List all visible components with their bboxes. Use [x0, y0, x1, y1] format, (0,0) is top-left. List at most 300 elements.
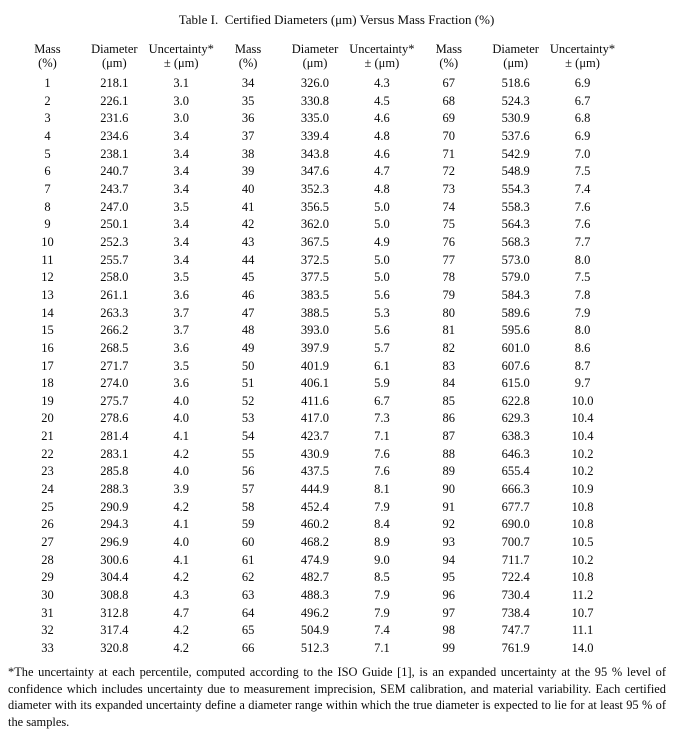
uncertainty-cell: 7.4: [574, 181, 591, 196]
column-header-line2: (μm): [503, 56, 529, 70]
uncertainty-cell: 7.5: [574, 270, 591, 285]
mass-cell: 24: [41, 482, 54, 497]
mass-cell: 72: [442, 164, 456, 179]
mass-cell: 80: [442, 305, 456, 320]
mass-cell: 59: [241, 517, 255, 532]
mass-cell: 42: [241, 217, 255, 232]
uncertainty-cell: 7.9: [574, 305, 591, 320]
uncertainty-cell: 4.2: [173, 570, 190, 585]
diameter-cell: 558.3: [501, 199, 530, 214]
mass-cell: 92: [442, 517, 456, 532]
diameter-cell: 274.0: [100, 376, 129, 391]
diameter-cell: 243.7: [100, 181, 129, 196]
diameter-cell: 268.5: [100, 340, 129, 355]
column-header-mass: [415, 42, 482, 70]
mass-cell: 35: [241, 93, 255, 108]
diameter-cell: 343.8: [300, 146, 330, 161]
uncertainty-cell: 8.9: [374, 535, 390, 550]
mass-cell: 69: [442, 111, 456, 126]
uncertainty-cell: 7.7: [574, 234, 591, 249]
uncertainty-cell: 3.5: [173, 358, 190, 373]
uncertainty-cell: 4.2: [173, 623, 190, 638]
diameter-cell: 411.6: [301, 393, 329, 408]
column-header-uncertainty: [549, 42, 616, 70]
column-header-line2: (μm): [302, 56, 328, 70]
column-header-mass: [215, 42, 282, 70]
uncertainty-cell: 4.5: [374, 93, 390, 108]
diameter-cell: 312.8: [100, 605, 129, 620]
mass-cell: 34: [241, 76, 255, 90]
mass-cell: 79: [442, 287, 456, 302]
mass-cell: 12: [41, 270, 54, 285]
diameter-cell: 285.8: [100, 464, 129, 479]
uncertainty-cell: 3.4: [173, 252, 190, 267]
mass-cell: 27: [41, 535, 54, 550]
diameter-cell: 339.4: [300, 128, 330, 143]
mass-cell: 40: [241, 181, 255, 196]
mass-cell: 67: [442, 76, 456, 90]
uncertainty-cell: 4.3: [173, 588, 190, 603]
column-header-diameter: [81, 42, 148, 70]
diameter-cell: 393.0: [300, 323, 330, 338]
uncertainty-cell: 6.9: [574, 76, 591, 90]
mass-cell: 6: [44, 164, 51, 179]
mass-cell: 41: [241, 199, 255, 214]
mass-cell: 30: [41, 588, 54, 603]
uncertainty-cell: 3.7: [173, 305, 190, 320]
uncertainty-cell: 7.0: [574, 146, 591, 161]
mass-cell: 51: [241, 376, 255, 391]
diameter-cell: 255.7: [100, 252, 129, 267]
uncertainty-cell: 8.0: [574, 252, 591, 267]
mass-cell: 54: [241, 429, 255, 444]
diameter-cell: 231.6: [100, 111, 129, 126]
column-header-line2: (μm): [101, 56, 127, 70]
diameter-cell: 352.3: [300, 181, 330, 196]
diameter-cell: 738.4: [501, 605, 530, 620]
diameter-cell: 326.0: [300, 76, 330, 90]
mass-cell: 81: [442, 323, 456, 338]
uncertainty-cell: 10.8: [571, 517, 594, 532]
mass-cell: 23: [41, 464, 54, 479]
uncertainty-cell: 5.0: [374, 252, 390, 267]
diameter-cell: 690.0: [501, 517, 530, 532]
uncertainty-cell: 8.1: [374, 482, 390, 497]
diameter-cell: 417.0: [300, 411, 330, 426]
uncertainty-cell: 10.8: [571, 570, 594, 585]
uncertainty-cell: 3.0: [173, 111, 190, 126]
uncertainty-cell: 10.9: [571, 482, 594, 497]
diameter-cell: 629.3: [501, 411, 530, 426]
mass-cell: 5: [44, 146, 51, 161]
diameter-cell: 666.3: [501, 482, 530, 497]
diameter-cell: 383.5: [300, 287, 330, 302]
uncertainty-cell: 10.2: [571, 446, 594, 461]
mass-cell: 91: [442, 499, 456, 514]
uncertainty-cell: 5.3: [374, 305, 390, 320]
uncertainty-cell: 10.7: [571, 605, 594, 620]
uncertainty-cell: 11.2: [571, 588, 594, 603]
mass-cell: 25: [41, 499, 54, 514]
diameter-cell: 250.1: [100, 217, 129, 232]
diameter-cell: 554.3: [501, 181, 530, 196]
diameter-cell: 401.9: [300, 358, 330, 373]
mass-cell: 9: [44, 217, 51, 232]
mass-cell: 90: [442, 482, 456, 497]
mass-cell: 36: [241, 111, 255, 126]
diameter-cell: 601.0: [501, 340, 530, 355]
column-header-diameter: [482, 42, 549, 70]
mass-cell: 60: [241, 535, 255, 550]
mass-cell: 64: [241, 605, 255, 620]
diameter-cell: 423.7: [300, 429, 330, 444]
mass-cell: 17: [41, 358, 54, 373]
diameter-cell: 595.6: [501, 323, 530, 338]
diameter-cell: 247.0: [100, 199, 129, 214]
diameter-cell: 397.9: [300, 340, 330, 355]
uncertainty-cell: 7.3: [374, 411, 390, 426]
diameter-cell: 335.0: [300, 111, 330, 126]
diameter-cell: 430.9: [300, 446, 330, 461]
diameter-cell: 607.6: [501, 358, 530, 373]
uncertainty-cell: 7.5: [574, 164, 591, 179]
mass-cell: 89: [442, 464, 456, 479]
mass-cell: 8: [44, 199, 51, 214]
diameter-cell: 278.6: [100, 411, 129, 426]
diameter-cell: 226.1: [100, 93, 129, 108]
mass-cell: 22: [41, 446, 54, 461]
diameter-cell: 240.7: [100, 164, 129, 179]
diameter-cell: 252.3: [100, 234, 129, 249]
uncertainty-cell: 5.6: [374, 287, 390, 302]
mass-cell: 98: [442, 623, 456, 638]
uncertainty-cell: 10.4: [571, 411, 594, 426]
diameter-cell: 444.9: [300, 482, 330, 497]
column-header-line1: Uncertainty*: [349, 42, 415, 56]
column-header-line1: Diameter: [291, 42, 339, 56]
column-header-line2: (%): [238, 56, 258, 70]
uncertainty-cell: 7.9: [374, 605, 390, 620]
diameter-cell: 700.7: [501, 535, 530, 550]
mass-cell: 84: [442, 376, 456, 391]
diameter-cell: 300.6: [100, 552, 129, 567]
uncertainty-cell: 7.9: [374, 499, 390, 514]
diameter-cell: 518.6: [501, 76, 530, 90]
uncertainty-cell: 4.1: [173, 552, 190, 567]
diameter-cell: 271.7: [100, 358, 129, 373]
uncertainty-cell: 6.7: [374, 393, 390, 408]
mass-cell: 28: [41, 552, 54, 567]
mass-cell: 56: [241, 464, 255, 479]
diameter-cell: 564.3: [501, 217, 530, 232]
uncertainty-cell: 4.2: [173, 446, 190, 461]
mass-cell: 95: [442, 570, 456, 585]
diameter-cell: 294.3: [100, 517, 129, 532]
mass-cell: 26: [41, 517, 54, 532]
mass-cell: 93: [442, 535, 456, 550]
uncertainty-cell: 5.9: [374, 376, 390, 391]
uncertainty-cell: 3.5: [173, 270, 190, 285]
mass-cell: 50: [241, 358, 255, 373]
mass-cell: 1: [44, 76, 51, 90]
diameter-cell: 308.8: [100, 588, 129, 603]
diameter-cell: 589.6: [501, 305, 530, 320]
uncertainty-cell: 10.2: [571, 552, 594, 567]
mass-cell: 94: [442, 552, 456, 567]
mass-cell: 71: [442, 146, 456, 161]
certified-diameters-table: [14, 42, 616, 658]
uncertainty-cell: 3.6: [173, 287, 190, 302]
diameter-cell: 263.3: [100, 305, 129, 320]
mass-cell: 32: [41, 623, 54, 638]
uncertainty-cell: 3.4: [173, 181, 190, 196]
mass-cell: 76: [442, 234, 456, 249]
mass-cell: 62: [241, 570, 255, 585]
uncertainty-cell: 3.6: [173, 376, 190, 391]
uncertainty-cell: 3.0: [173, 93, 190, 108]
diameter-cell: 512.3: [300, 641, 330, 655]
uncertainty-cell: 6.7: [574, 93, 591, 108]
diameter-cell: 290.9: [100, 499, 129, 514]
diameter-cell: 238.1: [100, 146, 129, 161]
diameter-cell: 638.3: [501, 429, 530, 444]
uncertainty-cell: 6.1: [374, 358, 390, 373]
column-header-line1: Diameter: [91, 42, 138, 56]
mass-cell: 33: [41, 641, 54, 655]
diameter-cell: 261.1: [100, 287, 129, 302]
mass-cell: 3: [44, 111, 51, 126]
uncertainty-cell: 7.9: [374, 588, 390, 603]
uncertainty-cell: 3.9: [173, 482, 190, 497]
uncertainty-cell: 7.6: [574, 217, 591, 232]
column-header-line1: Uncertainty*: [549, 42, 616, 56]
diameter-cell: 573.0: [501, 252, 530, 267]
diameter-cell: 258.0: [100, 270, 129, 285]
diameter-cell: 615.0: [501, 376, 530, 391]
uncertainty-cell: 3.4: [173, 234, 190, 249]
column-header-mass: [14, 42, 81, 70]
mass-cell: 52: [241, 393, 255, 408]
diameter-cell: 548.9: [501, 164, 530, 179]
mass-cell: 83: [442, 358, 456, 373]
uncertainty-cell: 9.7: [574, 376, 591, 391]
mass-cell: 11: [41, 252, 54, 267]
table-body: [14, 75, 616, 658]
uncertainty-cell: 4.7: [374, 164, 390, 179]
diameter-cell: 568.3: [501, 234, 530, 249]
mass-cell: 58: [241, 499, 255, 514]
uncertainty-cell: 4.8: [374, 181, 390, 196]
diameter-cell: 288.3: [100, 482, 129, 497]
uncertainty-cell: 3.4: [173, 164, 190, 179]
diameter-cell: 362.0: [300, 217, 330, 232]
diameter-cell: 537.6: [501, 128, 530, 143]
diameter-cell: 275.7: [100, 393, 129, 408]
mass-cell: 31: [41, 605, 54, 620]
diameter-cell: 730.4: [501, 588, 530, 603]
diameter-cell: 234.6: [100, 128, 129, 143]
mass-cell: 82: [442, 340, 456, 355]
diameter-cell: 283.1: [100, 446, 129, 461]
uncertainty-cell: 4.0: [173, 393, 190, 408]
column-header-uncertainty: [348, 42, 415, 70]
diameter-cell: 711.7: [501, 552, 530, 567]
uncertainty-cell: 7.1: [374, 429, 390, 444]
column-header-line1: Mass: [435, 42, 462, 56]
mass-cell: 77: [442, 252, 456, 267]
uncertainty-cell: 10.2: [571, 464, 594, 479]
uncertainty-cell: 3.7: [173, 323, 190, 338]
uncertainty-cell: 7.4: [374, 623, 390, 638]
table-header-row: [14, 42, 616, 70]
diameter-cell: 655.4: [501, 464, 530, 479]
uncertainty-cell: 4.7: [173, 605, 190, 620]
uncertainty-cell: 7.1: [374, 641, 390, 655]
table-title: Table I. Certified Diameters (μm) Versus Mass Fraction (%): [178, 12, 495, 27]
mass-cell: 7: [44, 181, 51, 196]
mass-cell: 10: [41, 234, 54, 249]
mass-cell: 29: [41, 570, 54, 585]
uncertainty-cell: 4.0: [173, 411, 190, 426]
diameter-cell: 496.2: [300, 605, 330, 620]
uncertainty-cell: 3.1: [173, 76, 190, 90]
mass-cell: 20: [41, 411, 54, 426]
uncertainty-cell: 3.4: [173, 128, 190, 143]
uncertainty-cell: 3.6: [173, 340, 190, 355]
diameter-cell: 330.8: [300, 93, 330, 108]
diameter-cell: 488.3: [300, 588, 330, 603]
diameter-cell: 406.1: [300, 376, 330, 391]
diameter-cell: 761.9: [501, 641, 530, 655]
mass-cell: 44: [241, 252, 255, 267]
uncertainty-cell: 4.2: [173, 499, 190, 514]
uncertainty-cell: 14.0: [571, 641, 594, 655]
diameter-cell: 504.9: [300, 623, 330, 638]
column-header-line2: (%): [439, 56, 459, 70]
mass-cell: 53: [241, 411, 255, 426]
uncertainty-cell: 8.4: [374, 517, 390, 532]
mass-cell: 88: [442, 446, 456, 461]
diameter-cell: 437.5: [300, 464, 330, 479]
mass-cell: 75: [442, 217, 456, 232]
uncertainty-cell: 4.6: [374, 111, 390, 126]
diameter-cell: 646.3: [501, 446, 530, 461]
uncertainty-cell: 7.8: [574, 287, 591, 302]
diameter-cell: 524.3: [501, 93, 530, 108]
mass-cell: 85: [442, 393, 456, 408]
mass-cell: 86: [442, 411, 456, 426]
mass-cell: 43: [241, 234, 255, 249]
mass-cell: 37: [241, 128, 255, 143]
mass-cell: 39: [241, 164, 255, 179]
mass-cell: 19: [41, 393, 54, 408]
diameter-cell: 296.9: [100, 535, 129, 550]
diameter-cell: 266.2: [100, 323, 129, 338]
uncertainty-cell: 4.1: [173, 429, 190, 444]
mass-cell: 70: [442, 128, 456, 143]
diameter-cell: 281.4: [100, 429, 129, 444]
uncertainty-cell: 5.0: [374, 217, 390, 232]
column-header-line1: Mass: [34, 42, 61, 56]
column-header-line1: Mass: [234, 42, 262, 56]
uncertainty-cell: 4.2: [173, 641, 190, 655]
mass-cell: 99: [442, 641, 456, 655]
uncertainty-cell: 11.1: [571, 623, 594, 638]
uncertainty-cell: 6.9: [574, 128, 591, 143]
mass-cell: 21: [41, 429, 54, 444]
diameter-cell: 468.2: [300, 535, 330, 550]
diameter-cell: 452.4: [300, 499, 330, 514]
mass-cell: 45: [241, 270, 255, 285]
uncertainty-cell: 8.5: [374, 570, 390, 585]
diameter-cell: 482.7: [300, 570, 330, 585]
diameter-cell: 356.5: [300, 199, 330, 214]
diameter-cell: 530.9: [501, 111, 530, 126]
diameter-cell: 677.7: [501, 499, 530, 514]
diameter-cell: 367.5: [300, 234, 330, 249]
mass-cell: 57: [241, 482, 255, 497]
column-header-line2: ± (μm): [565, 56, 600, 70]
column-header-line1: Uncertainty*: [148, 42, 214, 56]
mass-cell: 4: [44, 128, 51, 143]
mass-cell: 18: [41, 376, 54, 391]
uncertainty-cell: 9.0: [374, 552, 390, 567]
mass-cell: 46: [241, 287, 255, 302]
mass-cell: 38: [241, 146, 255, 161]
diameter-cell: 347.6: [300, 164, 330, 179]
uncertainty-cell: 4.6: [374, 146, 390, 161]
uncertainty-cell: 10.5: [571, 535, 594, 550]
diameter-cell: 622.8: [501, 393, 530, 408]
uncertainty-cell: 7.6: [374, 464, 390, 479]
uncertainty-cell: 7.6: [374, 446, 390, 461]
mass-cell: 15: [41, 323, 54, 338]
uncertainty-cell: 5.0: [374, 270, 390, 285]
uncertainty-cell: 10.4: [571, 429, 594, 444]
mass-cell: 14: [41, 305, 54, 320]
diameter-cell: 584.3: [501, 287, 530, 302]
mass-cell: 16: [41, 340, 54, 355]
column-header-diameter: [282, 42, 349, 70]
uncertainty-cell: 5.0: [374, 199, 390, 214]
diameter-cell: 377.5: [300, 270, 330, 285]
mass-cell: 2: [44, 93, 51, 108]
diameter-cell: 542.9: [501, 146, 530, 161]
mass-cell: 66: [241, 641, 255, 655]
mass-cell: 48: [241, 323, 255, 338]
mass-cell: 55: [241, 446, 255, 461]
diameter-cell: 372.5: [300, 252, 330, 267]
uncertainty-cell: 6.8: [574, 111, 591, 126]
mass-cell: 47: [241, 305, 255, 320]
mass-cell: 73: [442, 181, 456, 196]
diameter-cell: 388.5: [300, 305, 330, 320]
footnote: *The uncertainty at each percentile, computed according to the ISO Guide [1], is an expanded uncertainty at the 95 % level of confidence which includes uncertainty due to measurement imprecision, SEM calibration, and material variability. Each certified diameter with its expanded uncertainty define a diameter range within which the true diameter is expected to lie for at least 95 % of the samples.: [8, 665, 666, 729]
uncertainty-cell: 3.4: [173, 146, 190, 161]
mass-cell: 65: [241, 623, 255, 638]
uncertainty-cell: 10.0: [571, 393, 594, 408]
diameter-cell: 317.4: [100, 623, 129, 638]
mass-cell: 78: [442, 270, 456, 285]
mass-cell: 68: [442, 93, 456, 108]
uncertainty-cell: 5.7: [374, 340, 390, 355]
column-header-line2: ± (μm): [163, 56, 199, 70]
mass-cell: 97: [442, 605, 456, 620]
column-header-uncertainty: [148, 42, 215, 70]
mass-cell: 74: [442, 199, 456, 214]
uncertainty-cell: 10.8: [571, 499, 594, 514]
column-header-line2: ± (μm): [364, 56, 400, 70]
